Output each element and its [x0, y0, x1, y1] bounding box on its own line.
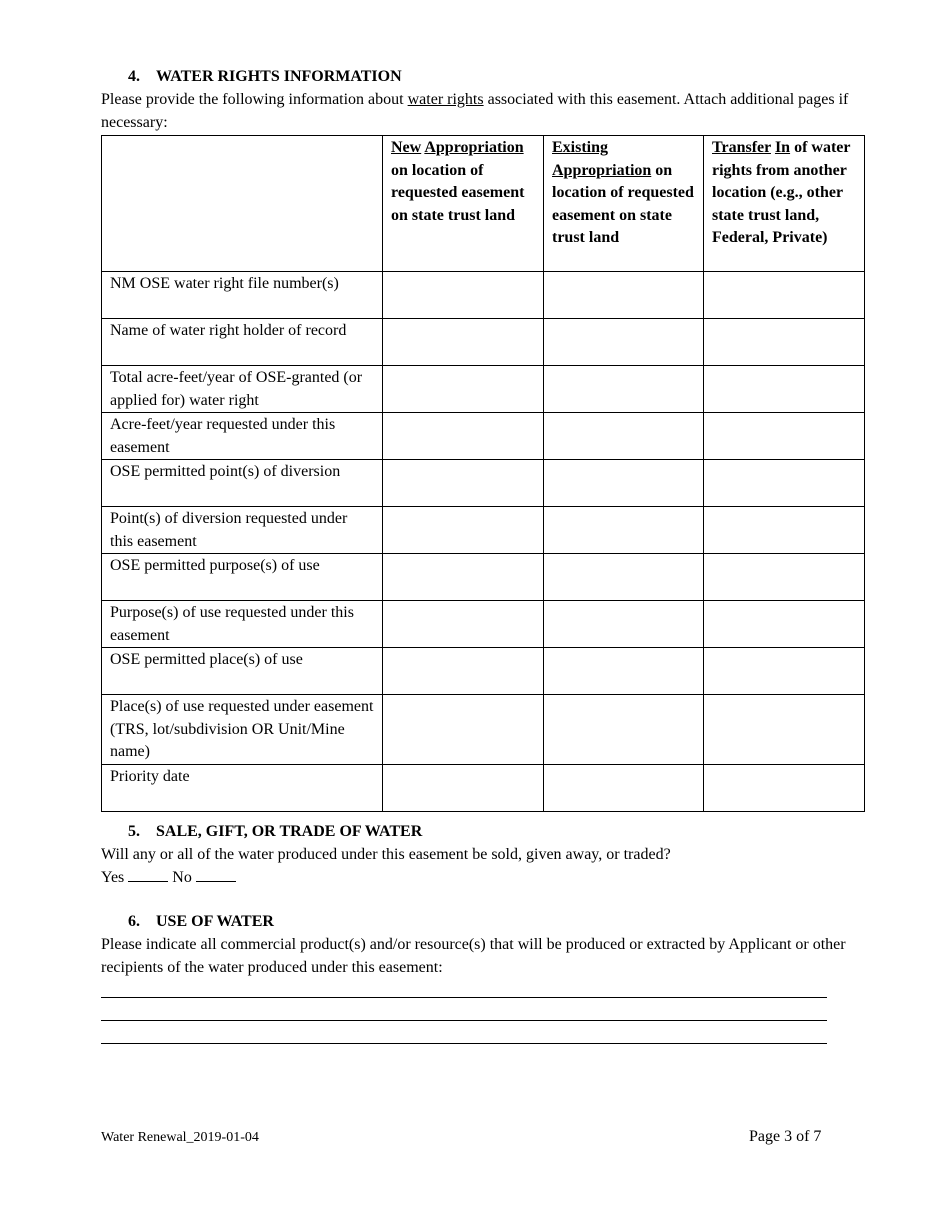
entry-cell[interactable]	[544, 272, 704, 319]
row-label: OSE permitted place(s) of use	[102, 648, 383, 695]
row-label: OSE permitted point(s) of diversion	[102, 460, 383, 507]
entry-cell[interactable]	[383, 366, 544, 413]
entry-cell[interactable]	[704, 413, 865, 460]
yes-no-line	[101, 867, 861, 890]
section-title: USE OF WATER	[156, 913, 274, 930]
no-blank[interactable]	[196, 867, 236, 882]
row-label: Purpose(s) of use requested under this easement	[102, 601, 383, 648]
table-row	[102, 648, 865, 695]
entry-cell[interactable]	[544, 765, 704, 812]
table-row	[102, 507, 865, 554]
entry-cell[interactable]	[704, 366, 865, 413]
header-existing-appropriation: Existing Appropriation on location of requested easement on state trust land	[544, 136, 704, 272]
entry-cell[interactable]	[383, 648, 544, 695]
entry-cell[interactable]	[704, 507, 865, 554]
entry-cell[interactable]	[704, 601, 865, 648]
row-label: OSE permitted purpose(s) of use	[102, 554, 383, 601]
row-label: Acre-feet/year requested under this easement	[102, 413, 383, 460]
entry-cell[interactable]	[383, 272, 544, 319]
entry-cell[interactable]	[704, 319, 865, 366]
answer-line[interactable]	[101, 997, 827, 998]
entry-cell[interactable]	[544, 413, 704, 460]
entry-cell[interactable]	[544, 648, 704, 695]
entry-cell[interactable]	[704, 695, 865, 765]
row-label: Total acre-feet/year of OSE-granted (or applied for) water right	[102, 366, 383, 413]
section-number: 5.	[128, 823, 140, 840]
entry-cell[interactable]	[544, 554, 704, 601]
entry-cell[interactable]	[383, 460, 544, 507]
section-5-question: Will any or all of the water produced under this easement be sold, given away, or traded?	[101, 846, 671, 863]
header-transfer-in: Transfer In of water rights from another location (e.g., other state trust land, Federal, Private)	[704, 136, 865, 272]
water-rights-table	[101, 135, 865, 812]
table-row	[102, 695, 865, 765]
row-label: NM OSE water right file number(s)	[102, 272, 383, 319]
entry-cell[interactable]	[544, 601, 704, 648]
entry-cell[interactable]	[383, 695, 544, 765]
section-5-heading	[128, 822, 422, 842]
table-row	[102, 554, 865, 601]
table-row	[102, 366, 865, 413]
table-row	[102, 765, 865, 812]
entry-cell[interactable]	[544, 695, 704, 765]
answer-line[interactable]	[101, 1043, 827, 1044]
entry-cell[interactable]	[544, 366, 704, 413]
entry-cell[interactable]	[383, 413, 544, 460]
header-new-appropriation: New Appropriation on location of requested easement on state trust land	[383, 136, 544, 272]
table-header-row	[102, 136, 865, 272]
row-label: Priority date	[102, 765, 383, 812]
entry-cell[interactable]	[383, 319, 544, 366]
entry-cell[interactable]	[704, 554, 865, 601]
section-number: 4.	[128, 68, 140, 85]
table-row	[102, 601, 865, 648]
footer-doc-id: Water Renewal_2019-01-04	[101, 1130, 259, 1145]
table-row	[102, 319, 865, 366]
table-row	[102, 460, 865, 507]
yes-blank[interactable]	[128, 867, 168, 882]
row-label: Name of water right holder of record	[102, 319, 383, 366]
entry-cell[interactable]	[544, 507, 704, 554]
entry-cell[interactable]	[704, 765, 865, 812]
entry-cell[interactable]	[544, 460, 704, 507]
footer-page-number: Page 3 of 7	[749, 1128, 822, 1145]
intro-text: Please provide the following information about	[101, 91, 408, 108]
section-title: SALE, GIFT, OR TRADE OF WATER	[156, 823, 423, 840]
yes-label: Yes	[101, 869, 125, 886]
entry-cell[interactable]	[544, 319, 704, 366]
intro-text-end: associated with this easement. Attach additional pages if necessary:	[101, 91, 849, 131]
water-rights-underlined-text: water rights	[407, 91, 484, 108]
entry-cell[interactable]	[704, 648, 865, 695]
entry-cell[interactable]	[383, 507, 544, 554]
row-label: Point(s) of diversion requested under this easement	[102, 507, 383, 554]
answer-line[interactable]	[101, 1020, 827, 1021]
section-4-heading	[128, 67, 402, 87]
entry-cell[interactable]	[383, 601, 544, 648]
section-6-heading	[128, 912, 274, 932]
entry-cell[interactable]	[704, 460, 865, 507]
entry-cell[interactable]	[383, 765, 544, 812]
header-blank-cell	[102, 136, 383, 272]
section-number: 6.	[128, 913, 140, 930]
entry-cell[interactable]	[704, 272, 865, 319]
row-label: Place(s) of use requested under easement (TRS, lot/subdivision OR Unit/Mine name)	[102, 695, 383, 765]
section-4-intro	[101, 89, 861, 134]
section-6-text: Please indicate all commercial product(s) and/or resource(s) that will be produced or extracted by Applicant or other recipients of the water produced under this easement:	[101, 936, 846, 976]
section-title: WATER RIGHTS INFORMATION	[156, 68, 402, 85]
table-row	[102, 413, 865, 460]
entry-cell[interactable]	[383, 554, 544, 601]
table-row	[102, 272, 865, 319]
no-label: No	[172, 869, 192, 886]
